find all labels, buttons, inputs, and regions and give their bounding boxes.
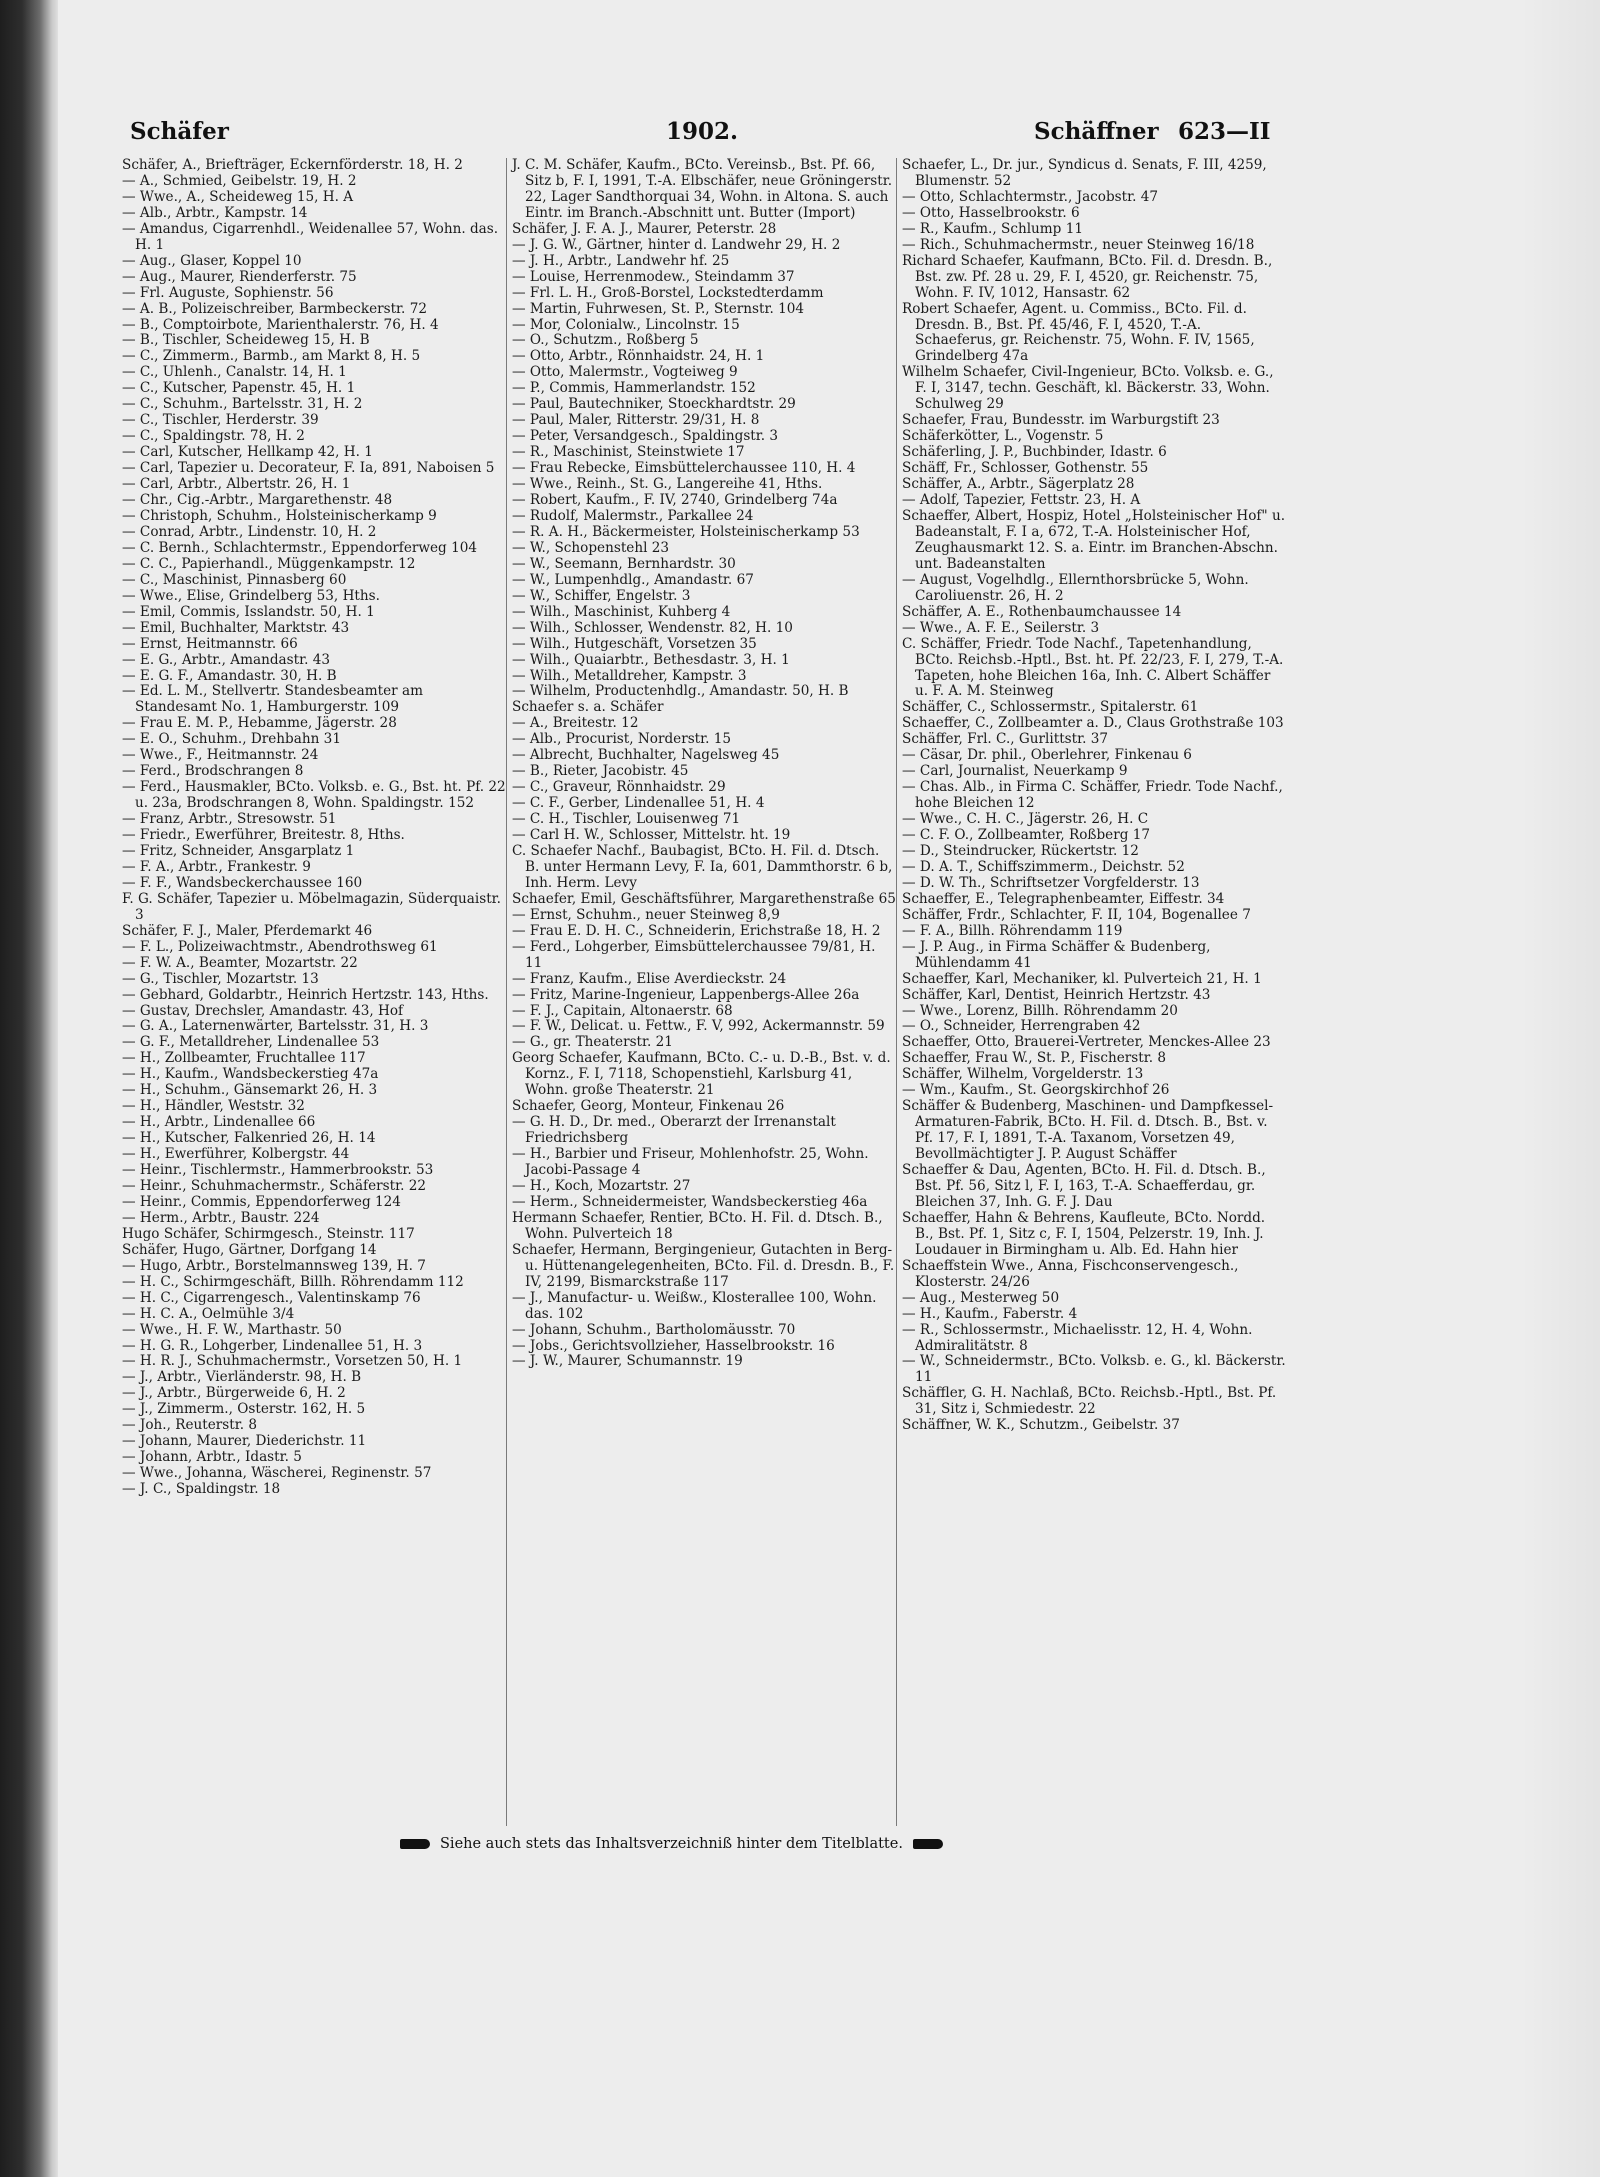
directory-entry: — Franz, Arbtr., Stresowstr. 51 <box>122 811 337 828</box>
directory-entry: — B., Tischler, Scheideweg 15, H. B <box>122 332 370 349</box>
directory-entry: — W., Schneidermstr., BCto. Volksb. e. G., kl. Bäckerstr. 11 <box>902 1353 1286 1386</box>
directory-entry: J. C. M. Schäfer, Kaufm., BCto. Vereinsb., Bst. Pf. 66, Sitz b, F. I, 1991, T.-A. Elbschäfer, neue Gröningerstr. 22, Lager Sandthorquai 34, Wohn. in Altona. S. auch Eintr. im Branch.-Abschnitt unt. Butter (Import) <box>512 157 893 221</box>
directory-entry: — C. H., Tischler, Louisenweg 71 <box>512 811 741 828</box>
directory-entry: — C. F., Gerber, Lindenallee 51, H. 4 <box>512 795 765 812</box>
directory-entry: Schaeffer, Albert, Hospiz, Hotel „Holsteinischer Hof" u. Badeanstalt, F. I a, 672, T.-A. Holsteinischer Hof, Zeughausmarkt 12. S. a. Eintr. im Branchen-Abschn. unt. Badeanstalten <box>902 507 1286 572</box>
directory-entry: — W., Schiffer, Engelstr. 3 <box>512 587 691 604</box>
directory-entry: — E. O., Schuhm., Drehbahn 31 <box>122 731 341 748</box>
directory-entry: F. G. Schäfer, Tapezier u. Möbelmagazin, Süderquaistr. 3 <box>122 890 502 923</box>
directory-entry: Schäfer, F. J., Maler, Pferdemarkt 46 <box>122 922 373 939</box>
directory-entry: — C., Schuhm., Bartelsstr. 31, H. 2 <box>122 396 363 413</box>
directory-entry: — J., Arbtr., Bürgerweide 6, H. 2 <box>122 1385 346 1402</box>
directory-entry: Schaefer, Emil, Geschäftsführer, Margarethenstraße 65 <box>512 890 896 907</box>
directory-entry: — Wwe., Johanna, Wäscherei, Reginenstr. 57 <box>122 1465 432 1482</box>
directory-entry: Schaeffer, Hahn & Behrens, Kaufleute, BCto. Nordd. B., Bst. Pf. 1, Sitz c, F. I, 1504, Pelzerstr. 19, Inh. J. Loudauer in Birmingham u. Alb. Ed. Hahn hier <box>902 1209 1266 1258</box>
directory-entry: — E. G. F., Amandastr. 30, H. B <box>122 667 337 684</box>
directory-entry: — F. W., Delicat. u. Fettw., F. V, 992, Ackermannstr. 59 <box>512 1018 885 1035</box>
directory-entry: — Johann, Maurer, Diederichstr. 11 <box>122 1433 367 1450</box>
directory-entry: Schäffner, W. K., Schutzm., Geibelstr. 37 <box>902 1417 1180 1434</box>
directory-entry: — R., Schlossermstr., Michaelisstr. 12, H. 4, Wohn. Admiralitätstr. 8 <box>902 1321 1253 1354</box>
directory-entry: — Fritz, Schneider, Ansgarplatz 1 <box>122 842 355 859</box>
directory-entry: Schaeffer, E., Telegraphenbeamter, Eiffestr. 34 <box>902 890 1225 907</box>
directory-entry: — J. C., Spaldingstr. 18 <box>122 1481 281 1498</box>
directory-entry: — F. L., Polizeiwachtmstr., Abendrothsweg 61 <box>122 938 438 955</box>
directory-entry: — C., Zimmerm., Barmb., am Markt 8, H. 5 <box>122 348 421 365</box>
directory-entry: — H. C. A., Oelmühle 3/4 <box>122 1305 295 1322</box>
directory-entry: — G., gr. Theaterstr. 21 <box>512 1034 673 1051</box>
directory-entry: Schaeffstein Wwe., Anna, Fischconservengesch., Klosterstr. 24/26 <box>902 1257 1239 1290</box>
directory-entry: — Chr., Cig.-Arbtr., Margarethenstr. 48 <box>122 492 393 509</box>
directory-entry: — P., Commis, Hammerlandstr. 152 <box>512 380 756 397</box>
directory-entry: — Mor, Colonialw., Lincolnstr. 15 <box>512 316 740 333</box>
directory-entry: — Otto, Hasselbrookstr. 6 <box>902 204 1080 221</box>
directory-entry: — Wwe., Lorenz, Billh. Röhrendamm 20 <box>902 1002 1178 1019</box>
directory-entry: — Amandus, Cigarrenhdl., Weidenallee 57, Wohn. das. H. 1 <box>122 220 499 253</box>
directory-entry: Schäffer, A. E., Rothenbaumchaussee 14 <box>902 603 1182 620</box>
footer-note <box>390 1836 1010 1858</box>
directory-entry: — Franz, Kaufm., Elise Averdieckstr. 24 <box>512 970 787 987</box>
directory-entry: — Wm., Kaufm., St. Georgskirchhof 26 <box>902 1082 1170 1099</box>
directory-entry: Schäffer, Frdr., Schlachter, F. II, 104, Bogenallee 7 <box>902 906 1251 923</box>
directory-entry: — H., Barbier und Friseur, Mohlenhofstr. 25, Wohn. Jacobi-Passage 4 <box>512 1146 869 1179</box>
directory-entry: — Wilh., Metalldreher, Kampstr. 3 <box>512 667 747 684</box>
directory-entry: — Wwe., H. F. W., Marthastr. 50 <box>122 1321 342 1338</box>
directory-entry: — Friedr., Ewerführer, Breitestr. 8, Hths. <box>122 827 405 844</box>
directory-entry: — A., Breitestr. 12 <box>512 715 639 732</box>
directory-entry: Schaefer s. a. Schäfer <box>512 699 664 716</box>
directory-entry: — H., Arbtr., Lindenallee 66 <box>122 1114 316 1131</box>
directory-entry: — Ferd., Hausmakler, BCto. Volksb. e. G., Bst. ht. Pf. 22 u. 23a, Brodschrangen 8, Wohn. Spaldingstr. 152 <box>122 779 506 812</box>
directory-entry: Schaeffer, Otto, Brauerei-Vertreter, Menckes-Allee 23 <box>902 1034 1271 1051</box>
directory-entry: — R. A. H., Bäckermeister, Holsteinischerkamp 53 <box>512 523 860 540</box>
directory-entry: Schäffer, A., Arbtr., Sägerplatz 28 <box>902 476 1135 493</box>
directory-entry: — Emil, Buchhalter, Marktstr. 43 <box>122 619 350 636</box>
directory-entry: — Ferd., Lohgerber, Eimsbüttelerchaussee 79/81, H. 11 <box>512 938 876 971</box>
directory-entry: — B., Comptoirbote, Marienthalerstr. 76, H. 4 <box>122 316 439 333</box>
directory-entry: — Wwe., F., Heitmannstr. 24 <box>122 747 319 764</box>
directory-entry: — Frl. Auguste, Sophienstr. 56 <box>122 284 334 301</box>
directory-entry: — Heinr., Schuhmachermstr., Schäferstr. 22 <box>122 1178 427 1194</box>
directory-entry: — Carl, Journalist, Neuerkamp 9 <box>902 763 1128 780</box>
directory-entry: — Wilh., Schlosser, Wendenstr. 82, H. 10 <box>512 619 793 636</box>
directory-entry: Schäffer, Frl. C., Gurlittstr. 37 <box>902 731 1109 748</box>
directory-entry: — Wilh., Maschinist, Kuhberg 4 <box>512 603 731 620</box>
directory-entry: — Alb., Procurist, Norderstr. 15 <box>512 731 732 748</box>
directory-entry: — Frau E. D. H. C., Schneiderin, Erichstraße 18, H. 2 <box>512 922 881 939</box>
directory-entry: — H. C., Schirmgeschäft, Billh. Röhrendamm 112 <box>122 1273 464 1290</box>
directory-entry: — O., Schutzm., Roßberg 5 <box>512 332 699 349</box>
directory-entry: — Louise, Herrenmodew., Steindamm 37 <box>512 268 795 285</box>
directory-entry: — Rudolf, Malermstr., Parkallee 24 <box>512 507 754 524</box>
directory-entry: — Wwe., C. H. C., Jägerstr. 26, H. C <box>902 811 1149 828</box>
directory-entry: — Hugo, Arbtr., Borstelmannsweg 139, H. 7 <box>122 1257 426 1274</box>
directory-entry: Schaefer, Frau, Bundesstr. im Warburgstift 23 <box>902 412 1220 429</box>
directory-entry: — H., Zollbeamter, Fruchtallee 117 <box>122 1050 366 1067</box>
directory-entry: — Alb., Arbtr., Kampstr. 14 <box>122 204 308 221</box>
directory-entry: — Carl, Arbtr., Albertstr. 26, H. 1 <box>122 476 351 493</box>
directory-entry: Schäffer, C., Schlossermstr., Spitalerstr. 61 <box>902 699 1199 716</box>
directory-entry: — D., Steindrucker, Rückertstr. 12 <box>902 842 1139 859</box>
directory-entry: — R., Kaufm., Schlump 11 <box>902 220 1084 237</box>
directory-entry: Schaeffer, C., Zollbeamter a. D., Claus Grothstraße 103 <box>902 715 1284 732</box>
directory-entry: — Albrecht, Buchhalter, Nagelsweg 45 <box>512 747 780 764</box>
directory-entry: Schäffer & Budenberg, Maschinen- und Dampfkessel-Armaturen-Fabrik, BCto. H. Fil. d. Dtsch. B., Bst. v. Pf. 17, F. I, 1891, T.-A. Taxanom, Vorsetzen 49, Bevollmächtigter J. P. August Schäffer <box>902 1098 1274 1163</box>
header-year: 1902. <box>666 118 739 145</box>
directory-entry: C. Schaefer Nachf., Baubagist, BCto. H. Fil. d. Dtsch. B. unter Hermann Levy, F. Ia, 601, Dammthorstr. 6 b, Inh. Herm. Levy <box>512 842 893 891</box>
directory-entry: — C., Spaldingstr. 78, H. 2 <box>122 428 305 445</box>
directory-entry: — Herm., Schneidermeister, Wandsbeckerstieg 46a <box>512 1193 868 1210</box>
directory-entry: Schäferling, J. P., Buchbinder, Idastr. 6 <box>902 444 1167 461</box>
directory-column-1 <box>122 158 506 1498</box>
directory-entry: — A. B., Polizeischreiber, Barmbeckerstr. 72 <box>122 300 427 317</box>
directory-entry: — D. W. Th., Schriftsetzer Vorgfelderstr. 13 <box>902 874 1200 891</box>
directory-entry: — C., Tischler, Herderstr. 39 <box>122 412 319 429</box>
directory-entry: — Ernst, Heitmannstr. 66 <box>122 635 298 652</box>
directory-entry: — Heinr., Tischlermstr., Hammerbrookstr. 53 <box>122 1162 434 1179</box>
directory-entry: — G. A., Laternenwärter, Bartelsstr. 31, H. 3 <box>122 1018 429 1035</box>
directory-entry: C. Schäffer, Friedr. Tode Nachf., Tapetenhandlung, BCto. Reichsb.-Hptl., Bst. ht. Pf. 22/23, F. I, 279, T.-A. Tapeten, hohe Bleichen 16a, Inh. C. Albert Schäffer u. F. A. M. Steinweg <box>902 635 1284 700</box>
directory-entry: — Aug., Maurer, Rienderferstr. 75 <box>122 268 357 285</box>
directory-entry: — H., Koch, Mozartstr. 27 <box>512 1178 691 1194</box>
directory-column-2 <box>512 158 896 1370</box>
directory-entry: — Johann, Schuhm., Bartholomäusstr. 70 <box>512 1321 796 1338</box>
directory-entry: — H., Schuhm., Gänsemarkt 26, H. 3 <box>122 1082 378 1099</box>
directory-entry: — Carl H. W., Schlosser, Mittelstr. ht. 19 <box>512 827 791 844</box>
scan-edge <box>0 0 58 2177</box>
pointing-hand-icon <box>913 1839 943 1849</box>
directory-entry: — C., Kutscher, Papenstr. 45, H. 1 <box>122 380 356 397</box>
directory-entry: Schäffer, Wilhelm, Vorgelderstr. 13 <box>902 1066 1144 1083</box>
directory-entry: — Frl. L. H., Groß-Borstel, Lockstedterdamm <box>512 284 824 301</box>
directory-column-3 <box>902 158 1286 1434</box>
directory-entry: — H., Kaufm., Faberstr. 4 <box>902 1305 1078 1322</box>
directory-entry: — Wilh., Hutgeschäft, Vorsetzen 35 <box>512 635 757 652</box>
page-shade <box>1520 0 1600 2177</box>
directory-entry: Hugo Schäfer, Schirmgesch., Steinstr. 117 <box>122 1225 415 1242</box>
directory-entry: — F. A., Billh. Röhrendamm 119 <box>902 922 1123 939</box>
directory-entry: — Emil, Commis, Isslandstr. 50, H. 1 <box>122 603 375 620</box>
directory-entry: — Aug., Glaser, Koppel 10 <box>122 252 302 269</box>
directory-entry: — C., Uhlenh., Canalstr. 14, H. 1 <box>122 364 347 381</box>
directory-entry: — Wilh., Quaiarbtr., Bethesdastr. 3, H. 1 <box>512 651 790 668</box>
directory-entry: — W., Schopenstehl 23 <box>512 539 670 556</box>
directory-entry: — F. W. A., Beamter, Mozartstr. 22 <box>122 954 358 971</box>
directory-entry: — Wwe., Reinh., St. G., Langereihe 41, Hths. <box>512 476 823 493</box>
directory-entry: Schaeffer, Karl, Mechaniker, kl. Pulverteich 21, H. 1 <box>902 970 1262 987</box>
directory-entry: — Conrad, Arbtr., Lindenstr. 10, H. 2 <box>122 523 377 540</box>
directory-entry: — Frau E. M. P., Hebamme, Jägerstr. 28 <box>122 715 397 732</box>
directory-entry: — Peter, Versandgesch., Spaldingstr. 3 <box>512 428 779 445</box>
directory-entry: — C., Maschinist, Pinnasberg 60 <box>122 571 347 588</box>
directory-entry: — Aug., Mesterweg 50 <box>902 1289 1060 1306</box>
directory-entry: — Frau Rebecke, Eimsbüttelerchaussee 110, H. 4 <box>512 460 856 477</box>
directory-entry: Schäffer, Karl, Dentist, Heinrich Hertzstr. 43 <box>902 986 1211 1003</box>
directory-entry: Schäfer, A., Briefträger, Eckernförderstr. 18, H. 2 <box>122 157 463 173</box>
directory-entry: Wilhelm Schaefer, Civil-Ingenieur, BCto. Volksb. e. G., F. I, 3147, techn. Geschäft, kl. Bäckerstr. 33, Wohn. Schulweg 29 <box>902 364 1274 413</box>
directory-entry: — R., Maschinist, Steinstwiete 17 <box>512 444 745 461</box>
directory-entry: — Ernst, Schuhm., neuer Steinweg 8,9 <box>512 906 780 923</box>
directory-entry: — H., Ewerführer, Kolbergstr. 44 <box>122 1146 350 1163</box>
directory-entry: — B., Rieter, Jacobistr. 45 <box>512 763 689 780</box>
directory-entry: — H. C., Cigarrengesch., Valentinskamp 76 <box>122 1289 421 1306</box>
column-divider <box>896 158 897 1826</box>
directory-entry: Schaefer, L., Dr. jur., Syndicus d. Senats, F. III, 4259, Blumenstr. 52 <box>902 157 1267 189</box>
directory-entry: — Adolf, Tapezier, Fettstr. 23, H. A <box>902 492 1141 509</box>
directory-entry: Richard Schaefer, Kaufmann, BCto. Fil. d. Dresdn. B., Bst. zw. Pf. 28 u. 29, F. I, 4520, gr. Reichenstr. 75, Wohn. F. IV, 1012, Hansastr. 62 <box>902 252 1273 301</box>
directory-entry: — Rich., Schuhmachermstr., neuer Steinweg 16/18 <box>902 236 1255 253</box>
directory-entry: — J., Arbtr., Vierländerstr. 98, H. B <box>122 1369 362 1386</box>
directory-entry: — G. H. D., Dr. med., Oberarzt der Irrenanstalt Friedrichsberg <box>512 1114 836 1147</box>
directory-entry: — Paul, Maler, Ritterstr. 29/31, H. 8 <box>512 412 760 429</box>
pointing-hand-icon <box>400 1839 430 1849</box>
directory-entry: — F. A., Arbtr., Frankestr. 9 <box>122 858 311 875</box>
directory-entry: — Robert, Kaufm., F. IV, 2740, Grindelberg 74a <box>512 492 838 509</box>
directory-entry: — Otto, Malermstr., Vogteiweg 9 <box>512 364 738 381</box>
directory-entry: — Wwe., A., Scheideweg 15, H. A <box>122 188 354 205</box>
directory-entry: Schaefer, Georg, Monteur, Finkenau 26 <box>512 1098 785 1115</box>
directory-entry: Schäffler, G. H. Nachlaß, BCto. Reichsb.-Hptl., Bst. Pf. 31, Sitz i, Schmiedestr. 22 <box>902 1385 1277 1418</box>
directory-entry: — G. F., Metalldreher, Lindenallee 53 <box>122 1034 380 1051</box>
directory-entry: — Ferd., Brodschrangen 8 <box>122 763 304 780</box>
directory-entry: — H., Kutscher, Falkenried 26, H. 14 <box>122 1130 376 1147</box>
directory-entry: — Christoph, Schuhm., Holsteinischerkamp 9 <box>122 507 437 524</box>
directory-entry: — Otto, Schlachtermstr., Jacobstr. 47 <box>902 188 1159 205</box>
directory-entry: Hermann Schaefer, Rentier, BCto. H. Fil. d. Dtsch. B., Wohn. Pulverteich 18 <box>512 1209 883 1242</box>
directory-entry: — J. H., Arbtr., Landwehr hf. 25 <box>512 252 730 269</box>
directory-entry: Robert Schaefer, Agent. u. Commiss., BCto. Fil. d. Dresdn. B., Bst. Pf. 45/46, F. I, 4520, T.-A. Schaeferus, gr. Reichenstr. 75, Wohn. F. IV, 1565, Grindelberg 47a <box>902 300 1255 365</box>
directory-entry: — C. F. O., Zollbeamter, Roßberg 17 <box>902 827 1151 844</box>
directory-entry: — Carl, Tapezier u. Decorateur, F. Ia, 891, Naboisen 5 <box>122 460 495 477</box>
directory-entry: — J. P. Aug., in Firma Schäffer & Budenberg, Mühlendamm 41 <box>902 938 1211 971</box>
directory-entry: — Otto, Arbtr., Rönnhaidstr. 24, H. 1 <box>512 348 765 365</box>
directory-entry: — Chas. Alb., in Firma C. Schäffer, Friedr. Tode Nachf., hohe Bleichen 12 <box>902 779 1283 812</box>
directory-entry: — G., Tischler, Mozartstr. 13 <box>122 970 319 987</box>
directory-entry: — H. R. J., Schuhmachermstr., Vorsetzen 50, H. 1 <box>122 1353 463 1370</box>
directory-entry: — H., Kaufm., Wandsbeckerstieg 47a <box>122 1066 379 1083</box>
directory-entry: — J., Manufactur- u. Weißw., Klosterallee 100, Wohn. das. 102 <box>512 1289 877 1322</box>
directory-entry: — Paul, Bautechniker, Stoeckhardtstr. 29 <box>512 396 796 413</box>
header-right-name: Schäffner <box>1034 118 1159 145</box>
directory-entry: Georg Schaefer, Kaufmann, BCto. C.- u. D.-B., Bst. v. d. Kornz., F. I, 7118, Schopenstiehl, Karlsburg 41, Wohn. große Theaterstr. 21 <box>512 1050 891 1099</box>
footer-text: Siehe auch stets das Inhaltsverzeichniß hinter dem Titelblatte. <box>440 1836 903 1852</box>
directory-entry: — J. W., Maurer, Schumannstr. 19 <box>512 1353 743 1370</box>
directory-entry: — Carl, Kutscher, Hellkamp 42, H. 1 <box>122 444 373 461</box>
directory-entry: — Jobs., Gerichtsvollzieher, Hasselbrookstr. 16 <box>512 1337 835 1354</box>
directory-entry: Schaeffer, Frau W., St. P., Fischerstr. 8 <box>902 1050 1167 1067</box>
page-number: 623—II <box>1178 118 1271 145</box>
directory-entry: — J., Zimmerm., Osterstr. 162, H. 5 <box>122 1401 366 1418</box>
directory-entry: — C. Bernh., Schlachtermstr., Eppendorferweg 104 <box>122 539 478 556</box>
directory-entry: — F. J., Capitain, Altonaerstr. 68 <box>512 1002 733 1019</box>
directory-entry: — Ed. L. M., Stellvertr. Standesbeamter am Standesamt No. 1, Hamburgerstr. 109 <box>122 683 423 716</box>
directory-entry: — E. G., Arbtr., Amandastr. 43 <box>122 651 331 668</box>
directory-entry: — Herm., Arbtr., Baustr. 224 <box>122 1209 320 1226</box>
running-header <box>118 118 1280 150</box>
directory-entry: Schaeffer & Dau, Agenten, BCto. H. Fil. d. Dtsch. B., Bst. Pf. 56, Sitz l, F. I, 163, T.-A. Schaefferdau, gr. Bleichen 37, Inh. G. F. J. Dau <box>902 1162 1266 1210</box>
directory-entry: — H. G. R., Lohgerber, Lindenallee 51, H. 3 <box>122 1337 423 1354</box>
directory-entry: — Fritz, Marine-Ingenieur, Lappenbergs-Allee 26a <box>512 986 860 1003</box>
directory-entry: — D. A. T., Schiffszimmerm., Deichstr. 52 <box>902 858 1185 875</box>
directory-entry: — Heinr., Commis, Eppendorferweg 124 <box>122 1193 401 1210</box>
directory-entry: — C., Graveur, Rönnhaidstr. 29 <box>512 779 726 796</box>
directory-entry: — F. F., Wandsbeckerchaussee 160 <box>122 874 363 891</box>
directory-entry: — Wwe., A. F. E., Seilerstr. 3 <box>902 619 1100 636</box>
directory-entry: — August, Vogelhdlg., Ellernthorsbrücke 5, Wohn. Caroliuenstr. 26, H. 2 <box>902 571 1249 604</box>
directory-entry: — W., Lumpenhdlg., Amandastr. 67 <box>512 571 754 588</box>
directory-entry: — Cäsar, Dr. phil., Oberlehrer, Finkenau 6 <box>902 747 1192 764</box>
directory-entry: Schäferkötter, L., Vogenstr. 5 <box>902 428 1104 445</box>
directory-entry: — Gustav, Drechsler, Amandastr. 43, Hof <box>122 1002 404 1019</box>
directory-entry: — C. C., Papierhandl., Müggenkampstr. 12 <box>122 555 416 572</box>
directory-entry: — Johann, Arbtr., Idastr. 5 <box>122 1449 302 1466</box>
directory-entry: Schäfer, J. F. A. J., Maurer, Peterstr. 28 <box>512 220 777 237</box>
directory-entry: Schaefer, Hermann, Bergingenieur, Gutachten in Berg- u. Hüttenangelegenheiten, BCto. Fil. d. Dresdn. B., F. IV, 2199, Bismarckstraße 117 <box>512 1241 895 1290</box>
header-left-name: Schäfer <box>130 118 229 145</box>
directory-entry: — Martin, Fuhrwesen, St. P., Sternstr. 104 <box>512 300 805 317</box>
directory-entry: — A., Schmied, Geibelstr. 19, H. 2 <box>122 172 357 189</box>
directory-entry: — Wwe., Elise, Grindelberg 53, Hths. <box>122 587 380 604</box>
directory-entry: Schäfer, Hugo, Gärtner, Dorfgang 14 <box>122 1241 377 1258</box>
directory-entry: — H., Händler, Weststr. 32 <box>122 1098 305 1115</box>
directory-entry: — J. G. W., Gärtner, hinter d. Landwehr 29, H. 2 <box>512 236 841 253</box>
directory-entry: — Joh., Reuterstr. 8 <box>122 1417 258 1434</box>
directory-entry: — Wilhelm, Productenhdlg., Amandastr. 50, H. B <box>512 683 849 700</box>
column-divider <box>506 158 507 1826</box>
directory-entry: — O., Schneider, Herrengraben 42 <box>902 1018 1141 1035</box>
directory-entry: — Gebhard, Goldarbtr., Heinrich Hertzstr. 143, Hths. <box>122 986 489 1003</box>
directory-entry: — W., Seemann, Bernhardstr. 30 <box>512 555 736 572</box>
directory-entry: Schäff, Fr., Schlosser, Gothenstr. 55 <box>902 460 1149 477</box>
